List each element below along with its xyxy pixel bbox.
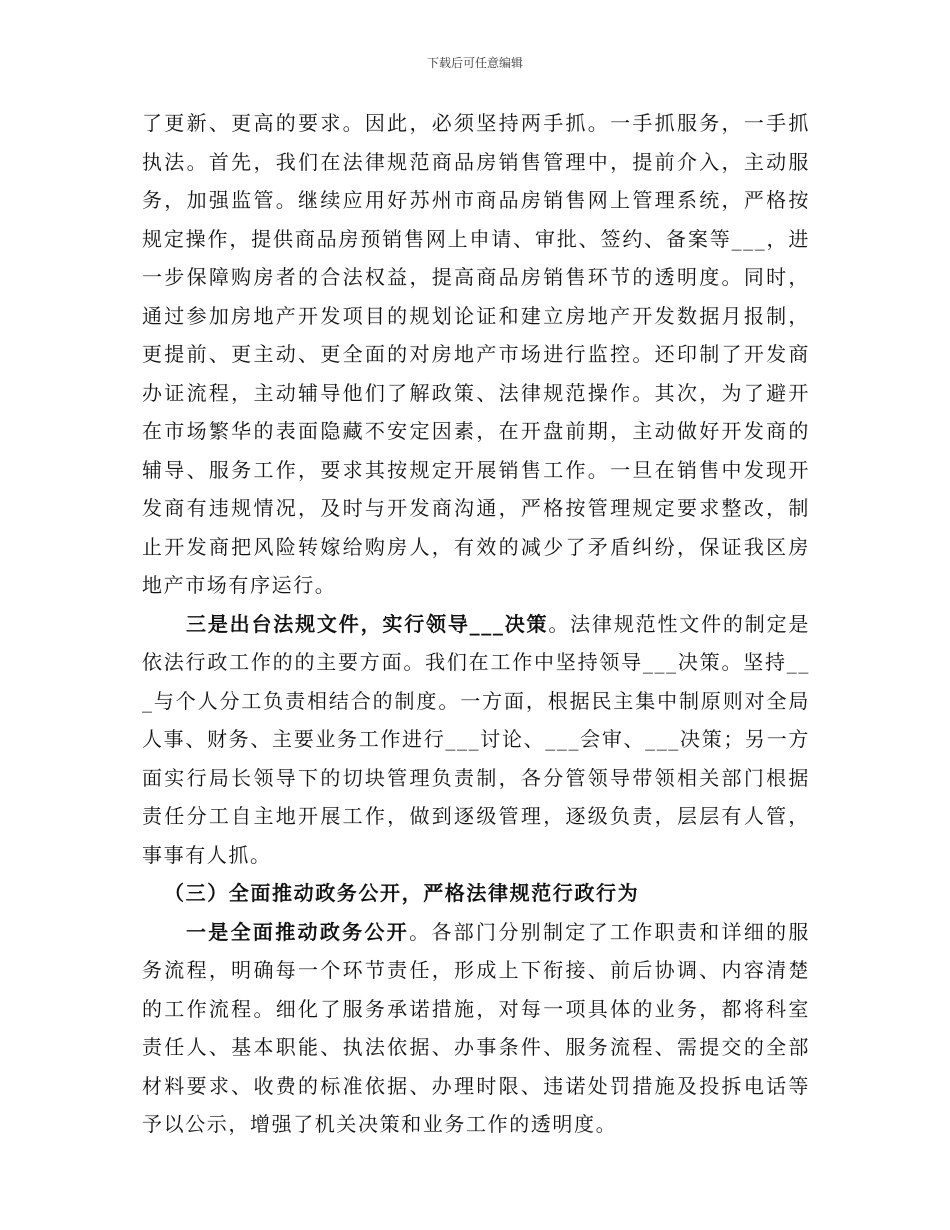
paragraph-sales-management (142, 104, 810, 605)
paragraph-text: 。法律规范性文件的制定是依法行政工作的的主要方面。我们在工作中坚持领导___决策。坚持___与个人分工负责相结合的制度。一方面，根据民主集中制原则对全局人事、财务、主要业务工作进行___讨论、___会审、___决策；另一方面实行局长领导下的切块管理负责制，各分管领导带领相关部门根据责任分工自主地开展工作，做到逐级管理，逐级负责，层层有人管，事事有人抓。 (142, 611, 810, 867)
paragraph-text: 。各部门分别制定了工作职责和详细的服务流程，明确每一个环节责任，形成上下衔接、前后协调、内容清楚的工作流程。细化了服务承诺措施，对每一项具体的业务，都将科室责任人、基本职能、执法依据、办事条件、服务流程、需提交的全部材料要求、收费的标准依据、办理时限、违诺处罚措施及投拆电话等予以公示，增强了机关决策和业务工作的透明度。 (142, 919, 810, 1136)
paragraph-lead: 一是全面推动政务公开 (186, 919, 410, 944)
paragraph-lead: 三是出台法规文件，实行领导___决策 (186, 611, 549, 636)
paragraph-regulatory-documents (142, 605, 810, 875)
section-heading: （三）全面推动政务公开，严格法律规范行政行为 (164, 881, 640, 905)
page-header: 下载后可任意编辑 (426, 56, 523, 70)
paragraph-government-affairs (142, 913, 810, 1144)
paragraph-text: 了更新、更高的要求。因此，必须坚持两手抓。一手抓服务，一手抓执法。首先，我们在法律规范商品房销售管理中，提前介入，主动服务，加强监管。继续应用好苏州市商品房销售网上管理系统，严格按规定操作，提供商品房预销售网上申请、审批、签约、备案等___，进一步保障购房者的合法权益，提高商品房销售环节的透明度。同时，通过参加房地产开发项目的规划论证和建立房地产开发数据月报制，更提前、更主动、更全面的对房地产市场进行监控。还印制了开发商办证流程，主动辅导他们了解政策、法律规范操作。其次，为了避开在市场繁华的表面隐藏不安定因素，在开盘前期，主动做好开发商的辅导、服务工作，要求其按规定开展销售工作。一旦在销售中发现开发商有违规情况，及时与开发商沟通，严格按管理规定要求整改，制止开发商把风险转嫁给购房人，有效的减少了矛盾纠纷，保证我区房地产市场有序运行。 (142, 111, 810, 597)
document-body (142, 104, 810, 1144)
